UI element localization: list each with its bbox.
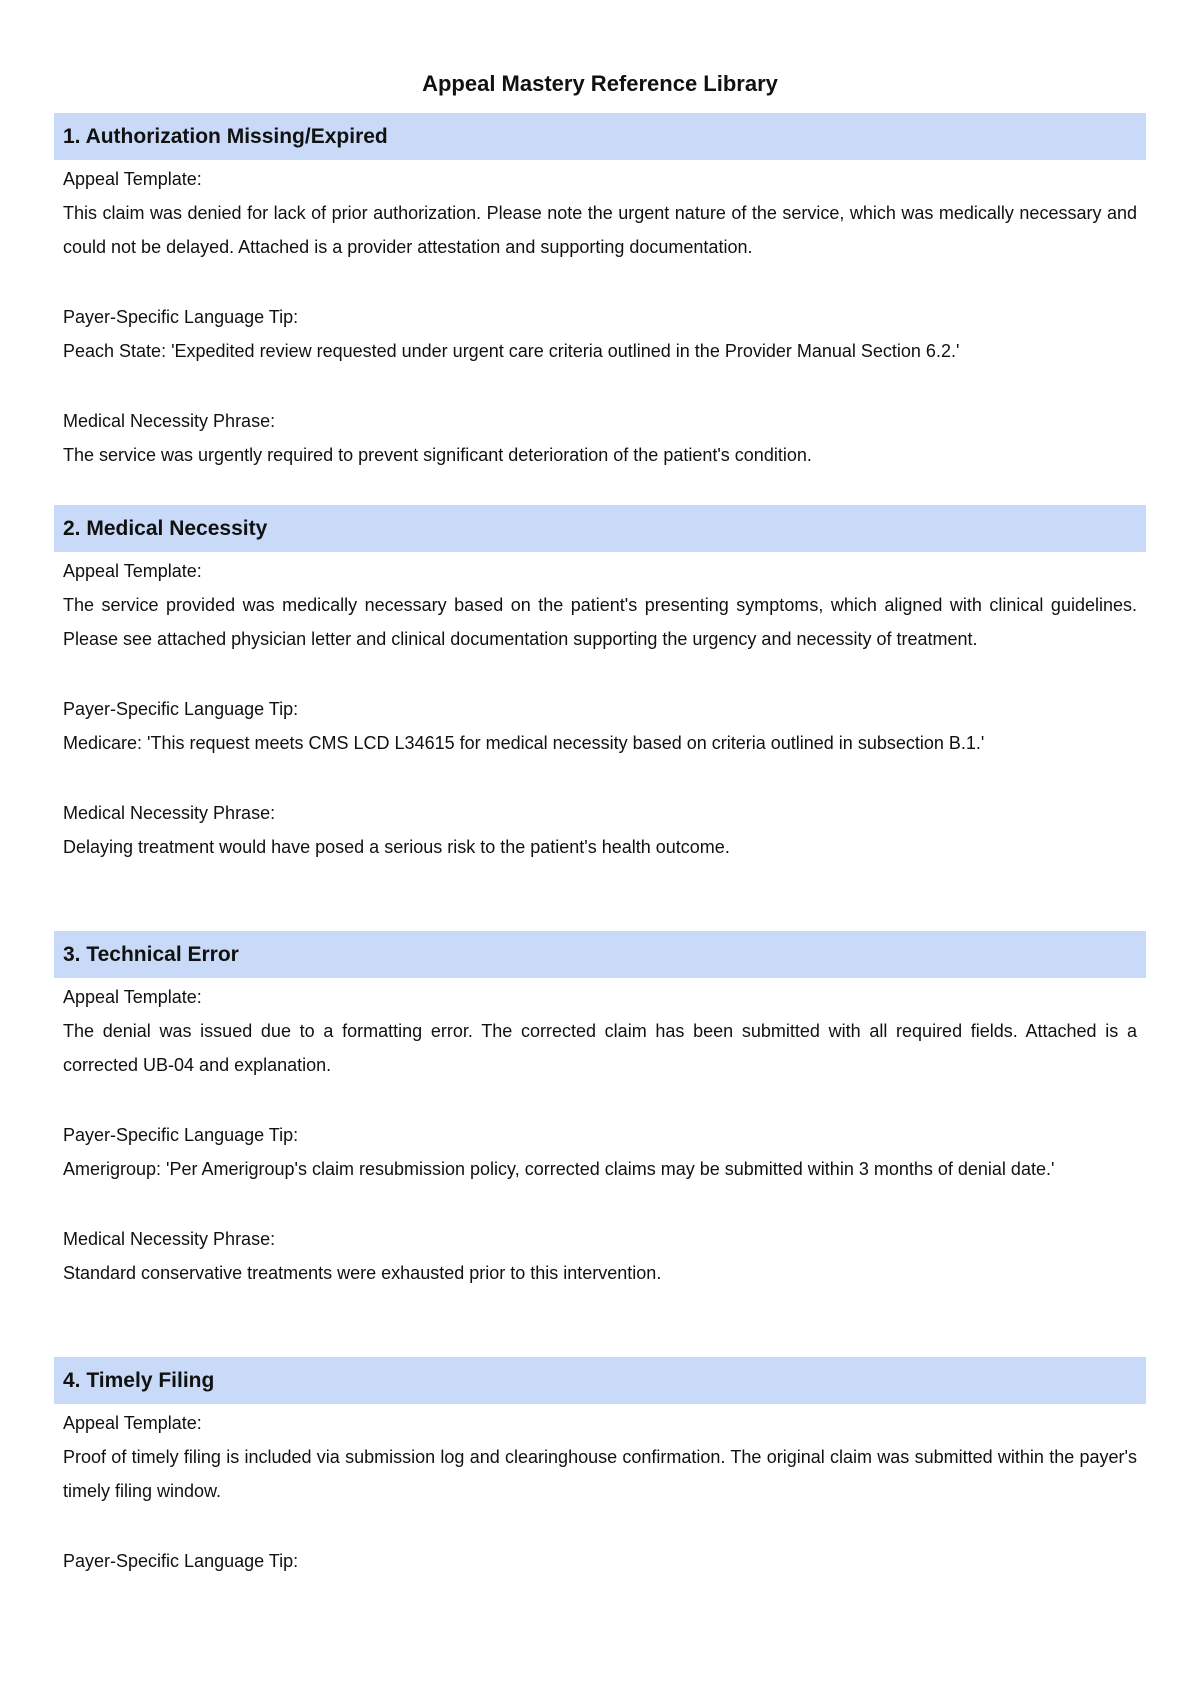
section-heading: 4. Timely Filing [54,1357,1146,1404]
section-body [54,554,1146,864]
payer-tip-label: Payer-Specific Language Tip: [63,699,299,719]
section-body [54,980,1146,1290]
appeal-template-label: Appeal Template: [63,561,202,581]
appeal-template-label: Appeal Template: [63,1413,202,1433]
document-title: Appeal Mastery Reference Library [422,71,778,96]
section-heading: 1. Authorization Missing/Expired [54,113,1146,160]
appeal-template-text: This claim was denied for lack of prior authorization. Please note the urgent nature of the service, which was medically necessary and could not be delayed. Attached is a provider attestation and supporting documentation. [63,203,1137,257]
section-body [54,1406,1146,1578]
appeal-template-text: The denial was issued due to a formatting error. The corrected claim has been submitted with all required fields. Attached is a corrected UB-04 and explanation. [63,1021,1137,1075]
payer-tip-label: Payer-Specific Language Tip: [63,307,299,327]
med-phrase-label: Medical Necessity Phrase: [63,411,276,431]
appeal-template-text: The service provided was medically necessary based on the patient's presenting symptoms, which aligned with clinical guidelines. Please see attached physician letter and clinical documentation supporting the urgency and necessity of treatment. [63,595,1137,649]
appeal-template-text: Proof of timely filing is included via submission log and clearinghouse confirmation. The original claim was submitted within the payer's timely filing window. [63,1447,1137,1501]
payer-tip-text: Peach State: 'Expedited review requested under urgent care criteria outlined in the Provider Manual Section 6.2.' [63,341,960,361]
section-body [54,162,1146,472]
med-phrase-label: Medical Necessity Phrase: [63,1229,276,1249]
payer-tip-label: Payer-Specific Language Tip: [63,1551,299,1571]
section-timely-filing [54,1357,1146,1578]
med-phrase-text: Delaying treatment would have posed a serious risk to the patient's health outcome. [63,837,730,857]
med-phrase-text: The service was urgently required to prevent significant deterioration of the patient's condition. [63,445,812,465]
payer-tip-text: Medicare: 'This request meets CMS LCD L34615 for medical necessity based on criteria outlined in subsection B.1.' [63,733,985,753]
med-phrase-text: Standard conservative treatments were exhausted prior to this intervention. [63,1263,662,1283]
section-technical-error [54,931,1146,1290]
section-authorization-missing [54,113,1146,472]
section-heading: 2. Medical Necessity [54,505,1146,552]
med-phrase-label: Medical Necessity Phrase: [63,803,276,823]
section-medical-necessity [54,505,1146,864]
appeal-template-label: Appeal Template: [63,169,202,189]
payer-tip-text: Amerigroup: 'Per Amerigroup's claim resubmission policy, corrected claims may be submitted within 3 months of denial date.' [63,1159,1055,1179]
payer-tip-label: Payer-Specific Language Tip: [63,1125,299,1145]
section-heading: 3. Technical Error [54,931,1146,978]
appeal-template-label: Appeal Template: [63,987,202,1007]
